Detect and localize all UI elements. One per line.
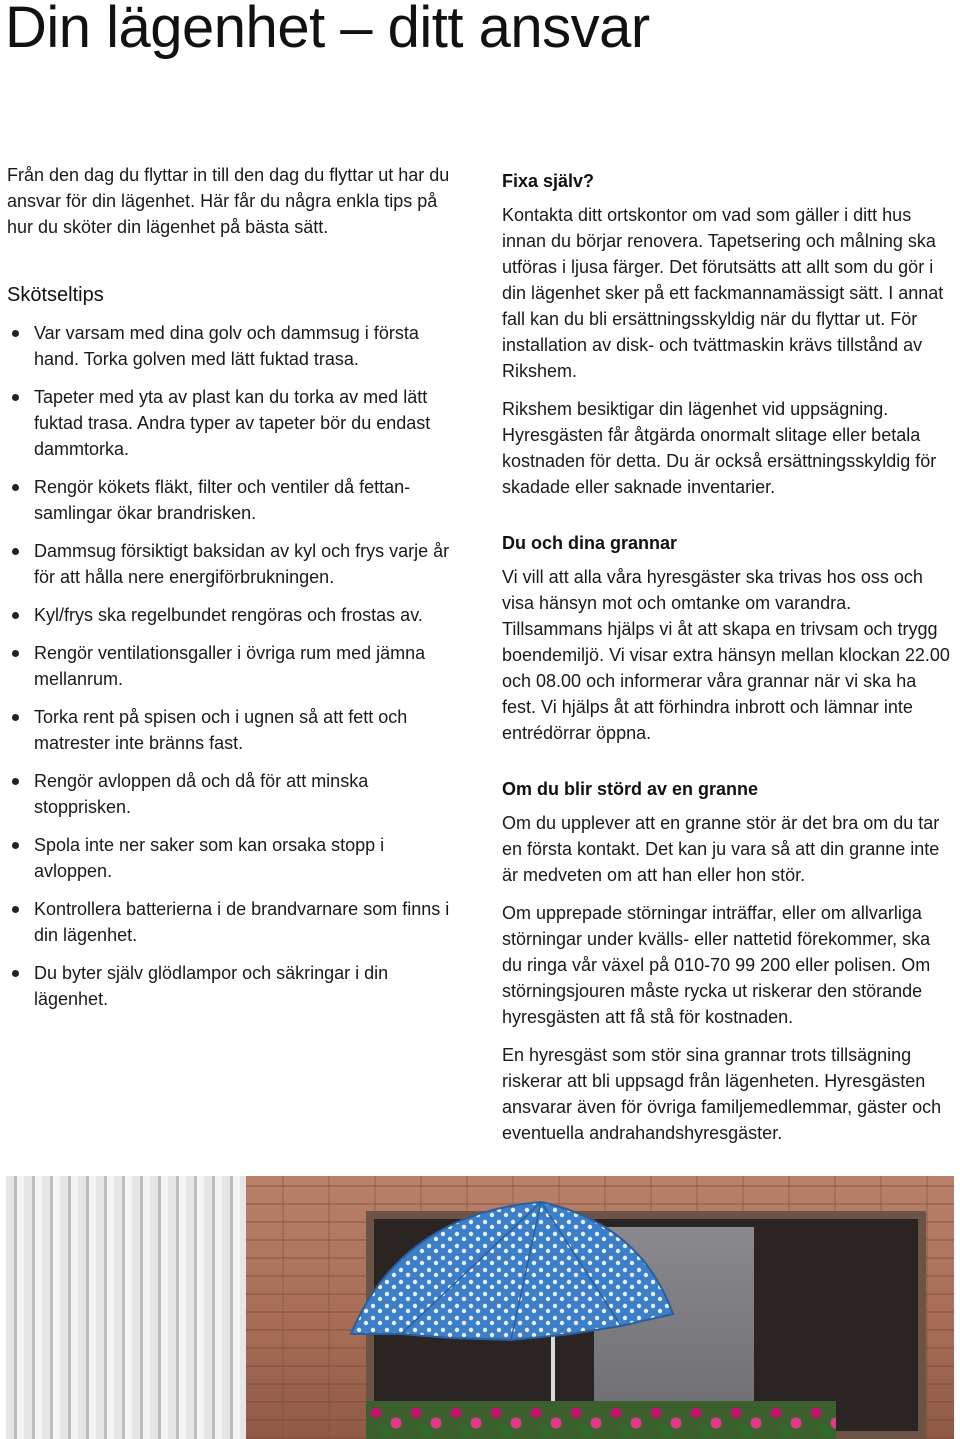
list-item: Tapeter med yta av plast kan du torka av med lätt fuktad trasa. Andra typer av tapeter bör du endast dammtorka. bbox=[7, 384, 467, 462]
list-item: Du byter själv glödlampor och säkringar i din lägenhet. bbox=[7, 960, 467, 1012]
stord-paragraph-3: En hyresgäst som stör sina grannar trots tillsägning riskerar att bli uppsagd från lägenheten. Hyresgästen ansvarar även för övriga familjemedlemmar, gäster och eventuella andrahandshyresgäster. bbox=[502, 1045, 942, 1143]
shed-image bbox=[6, 1176, 246, 1439]
list-item: Dammsug försiktigt baksidan av kyl och frys varje år för att hålla nere energiförbrukningen. bbox=[7, 538, 467, 590]
fixa-paragraph-1: Kontakta ditt ortskontor om vad som gäller i ditt hus innan du börjar renovera. Tapetsering och målning ska utföras i ljusa färger. Det förutsätts att allt som du gör i din lägenhet sker på ett fackmannamässigt sätt. I annat fall kan du bli ersättningsskyldig när du flyttar ut. För installation av disk- och tvättmaskin krävs tillstånd av Rikshem. bbox=[502, 205, 944, 381]
list-item: Kyl/frys ska regelbundet rengöras och frostas av. bbox=[7, 602, 467, 628]
list-item: Rengör ventilationsgaller i övriga rum med jämna mellanrum. bbox=[7, 640, 467, 692]
intro-paragraph: Från den dag du flyttar in till den dag du flyttar ut har du ansvar för din lägenhet. Här får du några enkla tips på hur du sköter din lägenhet på bästa sätt. bbox=[7, 165, 450, 237]
fixa-heading: Fixa själv? bbox=[502, 171, 595, 191]
left-column bbox=[7, 162, 467, 1024]
list-item: Rengör avloppen då och då för att minska stopprisken. bbox=[7, 768, 467, 820]
fixa-paragraph-2: Rikshem besiktigar din lägenhet vid uppsägning. Hyresgästen får åtgärda onormalt slitage eller betala kostnaden för detta. Du är också ersättningsskyldig för skadade eller saknade inventarier. bbox=[502, 399, 937, 497]
grannar-paragraph: Vi vill att alla våra hyresgäster ska trivas hos oss och visa hänsyn mot och omtanke om varandra. Tillsammans hjälps vi åt att skapa en trivsam och trygg boendemiljö. Vi visar extra hänsyn mellan klockan 22.00 och 08.00 och informerar våra grannar när vi ska ha fest. Vi hjälps åt att förhindra inbrott och lämnar inte entrédörrar öppna. bbox=[502, 567, 950, 743]
list-item: Kontrollera batterierna i de brandvarnare som finns i din lägenhet. bbox=[7, 896, 467, 948]
stord-heading: Om du blir störd av en granne bbox=[502, 779, 759, 799]
page-title: Din lägenhet – ditt ansvar bbox=[5, 0, 650, 60]
balcony-umbrella-photo bbox=[6, 1176, 954, 1439]
list-item: Spola inte ner saker som kan orsaka stopp i avloppen. bbox=[7, 832, 467, 884]
list-item: Var varsam med dina golv och dammsug i första hand. Torka golven med lätt fuktad trasa. bbox=[7, 320, 467, 372]
grannar-heading: Du och dina grannar bbox=[502, 533, 678, 553]
right-column bbox=[502, 168, 952, 1158]
tips-list bbox=[7, 320, 467, 1012]
umbrella-icon bbox=[341, 1194, 681, 1344]
list-item: Torka rent på spisen och i ugnen så att fett och matrester inte bränns fast. bbox=[7, 704, 467, 756]
list-item: Rengör kökets fläkt, filter och ventiler då fettan-samlingar ökar brandrisken. bbox=[7, 474, 467, 526]
stord-paragraph-2: Om upprepade störningar inträffar, eller om allvarliga störningar under kvälls- eller nattetid förekommer, ska du ringa vår växel på 010-70 99 200 eller polisen. Om störningsjouren måste rycka ut riskerar den störande hyresgästen att få stå för kostnaden. bbox=[502, 903, 931, 1027]
flower-box bbox=[366, 1401, 836, 1439]
tips-heading: Skötseltips bbox=[7, 284, 104, 306]
stord-paragraph-1: Om du upplever att en granne stör är det bra om du tar en första kontakt. Det kan ju vara så att din granne inte är medveten om att han eller hon stör. bbox=[502, 813, 940, 885]
